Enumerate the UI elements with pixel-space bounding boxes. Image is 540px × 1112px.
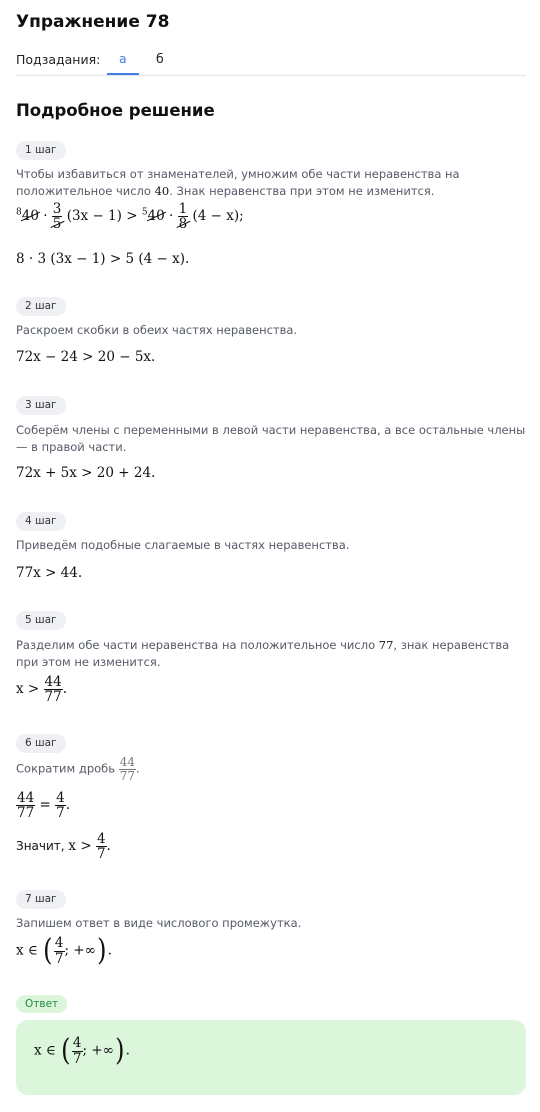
step-math: $\frac{44}{77}$ = $\frac{4}{7}$ . (17, 790, 70, 822)
step-text: Чтобы избавиться от знаменателей, умножим обе части неравенства на положительное число 40. Знак неравенства при этом не изменится. (16, 167, 460, 198)
step-math: x > $\frac{44}{77}$ . (16, 674, 67, 706)
step-math: 72x + 5x > 20 + 24. (16, 465, 156, 481)
tab-a[interactable]: а (119, 51, 127, 66)
subtasks-bar (16, 50, 526, 76)
step-math: 77x > 44. (16, 565, 83, 581)
page-title: Упражнение 78 (16, 12, 170, 32)
solution-title: Подробное решение (16, 101, 215, 120)
answer-math: x ∈ ( $\frac{4}{7}$ ; +∞). (34, 1033, 130, 1068)
step-badge: 7 шаг (16, 890, 66, 909)
step-text: Соберём члены с переменными в левой части неравенства, а все остальные члены — в правой части. (16, 423, 526, 454)
step-text: Запишем ответ в виде числового промежутка. (16, 916, 302, 930)
step-conclusion: Значит, x > $\frac{4}{7}$ . (16, 831, 111, 863)
active-tab-indicator (107, 73, 139, 75)
step-text: Разделим обе части неравенства на положительное число 77, знак неравенства при этом не изменится. (16, 638, 510, 669)
answer-badge: Ответ (16, 995, 67, 1013)
step-math: 8 · 3 (3x − 1) > 5 (4 − x). (16, 251, 190, 267)
step-text: Приведём подобные слагаемые в частях неравенства. (16, 538, 350, 552)
step-text: Раскроем скобки в обеих частях неравенства. (16, 323, 298, 337)
tab-b[interactable]: б (156, 51, 164, 66)
step-text: Сократим дробь $\frac{44}{77}$ . (16, 755, 140, 783)
step-badge: 6 шаг (16, 734, 66, 753)
step-badge: 2 шаг (16, 297, 66, 316)
step-badge: 5 шаг (16, 611, 66, 630)
step-badge: 3 шаг (16, 396, 66, 415)
step-math: x ∈ ( $\frac{4}{7}$ ; +∞). (16, 933, 112, 968)
step-math: $^8$40 · $\frac{3}{5}$ (3x − 1) > $^5$40 · $\frac{1}{8}$ (4 − x); (16, 201, 244, 233)
step-badge: 4 шаг (16, 512, 66, 531)
answer-box (16, 1020, 526, 1095)
subtasks-label: Подзадания: (16, 52, 101, 67)
step-math: 72x − 24 > 20 − 5x. (16, 349, 156, 365)
step-badge: 1 шаг (16, 141, 66, 160)
